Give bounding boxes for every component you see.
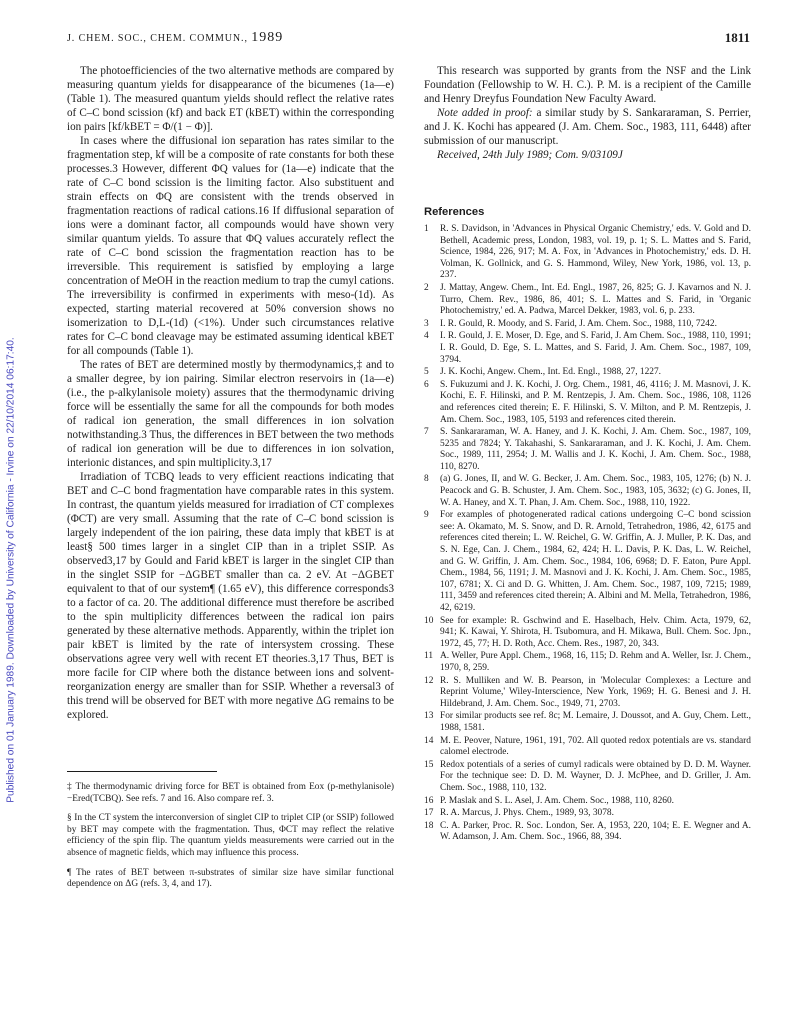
reference-number: 9 xyxy=(424,510,429,521)
note-label: Note added in proof: xyxy=(437,107,533,119)
reference-item xyxy=(424,711,751,734)
body-paragraph: Irradiation of TCBQ leads to very efficient reactions indicating that BET and C–C bond fragmentation have comparable rates in this system. In contrast, the quantum yields measured for irradiation of CT complexes (ΦCT) are very small. Assuming that the rate of C–C bond scission is largely independent of the ion pairing, these data imply that kBET is at least§ 500 times larger in a singlet CIP than in a triplet SSIP. As observed3,17 by Gould and Farid kBET is larger in the singlet CIP than in the singlet SSIP for −ΔGBET smaller than ca. 2 eV. At −ΔGBET equivalent to that of our system¶ (1.65 eV), this difference corresponds3 to a factor of ca. 20. The additional difference must therefore be ascribed to the spin multiplicity differences between the radical ion pairs generated by these alternative methods. Apparently, within the triplet ion pair kBET is limited by the rate of intersystem crossing. These observations agree very well with recent ET theories.3,17 Thus, BET is more facile for CIP where both the distance between ions and solvent-reorganization energy are smaller than for SSIP. Whether a reversal3 of this trend will be observed for BET with more negative ΔG remains to be explored. xyxy=(67,471,394,721)
reference-number: 6 xyxy=(424,379,429,390)
reference-number: 1 xyxy=(424,224,429,234)
reference-number: 4 xyxy=(424,331,429,342)
reference-number: 14 xyxy=(424,735,434,746)
body-paragraph: The photoefficiencies of the two alternative methods are compared by measuring quantum yields for disappearance of the bicumenes (1a—e) (Table 1). The measured quantum yields should reflect the relative rates of C–C bond scission (kf) and back ET (kBET) within the corresponding ion pairs [kf/kBET = Φ/(1 − Φ)]. xyxy=(67,65,394,133)
reference-text: P. Maslak and S. L. Asel, J. Am. Chem. Soc., 1988, 110, 8260. xyxy=(440,795,675,806)
reference-list xyxy=(424,224,751,844)
reference-item xyxy=(424,319,751,331)
reference-item xyxy=(424,427,751,473)
reference-number: 11 xyxy=(424,651,434,662)
reference-text: I. R. Gould, R. Moody, and S. Farid, J. Am. Chem. Soc., 1988, 110, 7242. xyxy=(440,318,717,329)
reference-number: 8 xyxy=(424,474,429,485)
reference-item xyxy=(424,760,751,795)
footnote: § In the CT system the interconversion of singlet CIP to triplet CIP (or SSIP) followed by BET may compete with the fragmentation. Thus, ΦCT may reflect the relative efficiency of the spin flip. The quantum yields measurements were carried out in the absence of magnetic fields, which may influence this process. xyxy=(67,813,394,858)
reference-item xyxy=(424,331,751,366)
received-line: Received, 24th July 1989; Com. 9/03109J xyxy=(437,149,623,161)
reference-text: J. K. Kochi, Angew. Chem., Int. Ed. Engl., 1988, 27, 1227. xyxy=(440,367,661,378)
reference-number: 17 xyxy=(424,808,434,819)
reference-number: 18 xyxy=(424,820,434,831)
reference-text: R. S. Mulliken and W. B. Pearson, in 'Molecular Complexes: a Lecture and Reprint Volume,' Wiley-Interscience, New York, 1969; H. G. Benesi and J. H. Hildebrand, J. Am. Chem. Soc., 1949, 71, 2703. xyxy=(440,675,751,709)
right-column xyxy=(424,64,751,845)
reference-item xyxy=(424,676,751,711)
reference-text: See for example: R. Gschwind and E. Haselbach, Helv. Chim. Acta, 1979, 62, 941; K. Kawai, Y. Shirota, H. Tsubomura, and H. Mikawa, Bull. Chem. Soc. Jpn., 1972, 45, 77; H. D. Roth, Acc. Chem. Res., 1987, 20, 343. xyxy=(440,615,751,649)
journal-name: J. CHEM. SOC., CHEM. COMMUN., xyxy=(67,33,248,44)
reference-text: S. Sankararaman, W. A. Haney, and J. K. Kochi, J. Am. Chem. Soc., 1987, 109, 5235 and 7824; Y. Takahashi, S. Sankararaman, and J. K. Kochi, J. Am. Chem. Soc., 1989, 111, 2954; J. M. Wallis and J. K. Kochi, J. Am. Chem. Soc., 1988, 110, 8270. xyxy=(440,427,751,472)
reference-text: J. Mattay, Angew. Chem., Int. Ed. Engl., 1987, 26, 825; G. J. Kavarnos and N. J. Turro, Chem. Rev., 1986, 86, 401; S. L. Mattes and S. Farid, in 'Organic Photochemistry,' ed. A. Padwa, Marcel Dekker, 1983, vol. 6, p. 233. xyxy=(440,282,751,317)
reference-item xyxy=(424,367,751,379)
reference-number: 2 xyxy=(424,282,429,293)
reference-item xyxy=(424,380,751,426)
publication-sidebar xyxy=(3,250,19,890)
reference-text: C. A. Parker, Proc. R. Soc. London, Ser. A, 1953, 220, 104; E. E. Wegner and A. W. Adamson, J. Am. Chem. Soc., 1966, 88, 394. xyxy=(440,820,751,843)
reference-item xyxy=(424,616,751,651)
reference-number: 10 xyxy=(424,615,434,626)
page-number: 1811 xyxy=(724,30,750,45)
journal-year: 1989 xyxy=(251,30,284,45)
reference-item xyxy=(424,510,751,614)
reference-number: 13 xyxy=(424,711,434,722)
running-header xyxy=(67,30,283,46)
reference-text: (a) G. Jones, II, and W. G. Becker, J. Am. Chem. Soc., 1983, 105, 1276; (b) N. J. Peacock and G. B. Schuster, J. Am. Chem. Soc., 1983, 105, 3632; (c) G. Jones, II, W. A. Haney, and X. T. Phan, J. Am. Chem. Soc., 1988, 110, 1922. xyxy=(440,474,751,508)
reference-text: S. Fukuzumi and J. K. Kochi, J. Org. Chem., 1981, 46, 4116; J. M. Masnovi, J. K. Kochi, E. F. Hilinski, and P. M. Rentzepis, J. Am. Chem. Soc., 1986, 108, 1126 and references cited therein; E. F. Hilinski, S. V. Milton, and P. M. Rentzepis, J. Am. Chem. Soc., 1983, 105, 5193 and references cited therein. xyxy=(440,379,751,425)
reference-number: 15 xyxy=(424,759,434,770)
reference-text: I. R. Gould, J. E. Moser, D. Ege, and S. Farid, J. Am Chem. Soc., 1988, 110, 1991; I. R. Gould, D. Ege, S. L. Mattes, and S. Farid, J. Am. Chem. Soc., 1987, 109, 3794. xyxy=(440,331,751,365)
reference-number: 7 xyxy=(424,427,429,438)
reference-item xyxy=(424,736,751,759)
reference-text: R. A. Marcus, J. Phys. Chem., 1989, 93, 3078. xyxy=(440,808,614,819)
reference-text: For similar products see ref. 8c; M. Lemaire, J. Doussot, and A. Guy, Chem. Lett., 1988, 1581. xyxy=(440,711,751,733)
left-column xyxy=(67,64,394,899)
reference-item xyxy=(424,224,751,282)
reference-item xyxy=(424,796,751,808)
reference-text: For examples of photogenerated radical cations undergoing C–C bond scission see: A. Okamato, M. S. Snow, and D. R. Arnold, Tetrahedron, 1986, 42, 6175 and references cited therein; L. W. Reichel, G. W. Griffin, A. J. Muller, P. K. Das, and S. N. Ege, Can. J. Chem., 1984, 62, 424; H. L. Davis, P. K. Das, L. W. Reichel, and G. W. Griffin, J. Am. Chem. Soc., 1984, 106, 6968; D. F. Eaton, Pure Appl. Chem., 1984, 56, 1191; J. M. Masnovi and J. K. Kochi, J. Am. Chem. Soc., 1985, 107, 6781; X. Ci and D. G. Whitten, J. Am. Chem. Soc., 1987, 109, 7215; 1989, 111, 3459 and references cited therein; A. Albini and M. Mella, Tetrahedron, 1986, 42, 6219. xyxy=(440,510,751,613)
reference-text: R. S. Davidson, in 'Advances in Physical Organic Chemistry,' eds. V. Gold and D. Bethell, Academic press, London, 1983, vol. 19, p. 1; S. L. Mattes and S. Farid, Science, 1984, 226, 917; M. A. Fox, in 'Advances in Photochemistry,' eds. D. H. Volman, K. Gollnick, and G. S. Hammond, Wiley, New York, 1986, vol. 13, p. 237. xyxy=(440,224,751,281)
reference-text: M. E. Peover, Nature, 1961, 191, 702. All quoted redox potentials are vs. standard calomel electrode. xyxy=(440,735,751,758)
reference-item xyxy=(424,283,751,318)
note-text: a similar study by S. Sankararaman, S. Perrier, and J. K. Kochi has appeared (J. Am. Chem. Soc., 1983, 111, 6448) after submission of our manuscript. xyxy=(424,107,751,147)
footnote: ‡ The thermodynamic driving force for BET is obtained from Eox (p-methylanisole)−Ered(TCBQ). See refs. 7 and 16. Also compare ref. 3. xyxy=(67,782,394,804)
reference-item xyxy=(424,808,751,820)
footnote: ¶ The rates of BET between π-substrates of similar size have similar functional dependence on ΔG (refs. 3, 4, and 17). xyxy=(67,867,394,890)
reference-text: A. Weller, Pure Appl. Chem., 1968, 16, 115; D. Rehm and A. Weller, Isr. J. Chem., 1970, 8, 259. xyxy=(440,651,751,673)
reference-number: 12 xyxy=(424,675,434,686)
publication-notice: Published on 01 January 1989. Downloaded by University of California - Irvine on 22/10/2014 06:17:40. xyxy=(5,337,17,803)
references-heading: References xyxy=(424,206,485,218)
reference-item xyxy=(424,821,751,844)
reference-text: Redox potentials of a series of cumyl radicals were obtained by D. D. M. Wayner. For the technique see: D. D. M. Wayner, D. J. McPhee, and D. Griller, J. Am. Chem. Soc., 1988, 110, 132. xyxy=(440,759,751,793)
reference-item xyxy=(424,651,751,674)
footnote-divider xyxy=(67,771,217,772)
reference-number: 5 xyxy=(424,367,429,378)
body-paragraph: The rates of BET are determined mostly by thermodynamics,‡ and to a smaller degree, by ion pairing. Similar electron reservoirs in (1a—e) (i.e., the p-alkylanisole moiety) assures that the thermodynamic driving force will be essentially the same for all the compounds for both modes of radical ion generation, the small differences in ion solvation notwithstanding.3 Thus, the differences in BET between the two methods of radical ion generation will be due to differences in ion solvation, interionic distances, and spin multiplicity.3,17 xyxy=(67,359,394,469)
reference-number: 16 xyxy=(424,795,434,806)
reference-item xyxy=(424,474,751,509)
body-paragraph: In cases where the diffusional ion separation has rates similar to the fragmentation step, kf will be a composite of rate constants for both these processes.3 However, different ΦQ values for (1a—e) indicate that the rate of C–C bond scission is the limiting factor. Also substituent and strain effects on ΦQ are consistent with the trends observed in fragmentation reactions of radical cations.16 If diffusional separation of ions were a dominant factor, all compounds would have shown very similar quantum yields. To assure that ΦQ values accurately reflect the rate of C–C bond scission the fragmentation reaction has to be irreversible. This requirement is satisfied by employing a large concentration of MeOH in the reaction medium to trap the cumyl cations. The irreversibility is confirmed in experiments with meso-(1d). As expected, starting material recovered at 50% conversion shows no isomerization to D,L-(1d) (<1%). Under such circumstances relative rates for C–C bond cleavage may be estimated assuming identical kBET for all compounds (Table 1). xyxy=(67,135,394,357)
note-added-in-proof xyxy=(424,106,751,148)
acknowledgement: This research was supported by grants from the NSF and the Link Foundation (Fellowship to W. H. C.). P. M. is a recipient of the Camille and Henry Dreyfus Foundation New Faculty Award. xyxy=(424,65,751,105)
reference-number: 3 xyxy=(424,318,429,329)
footnotes xyxy=(67,782,394,891)
